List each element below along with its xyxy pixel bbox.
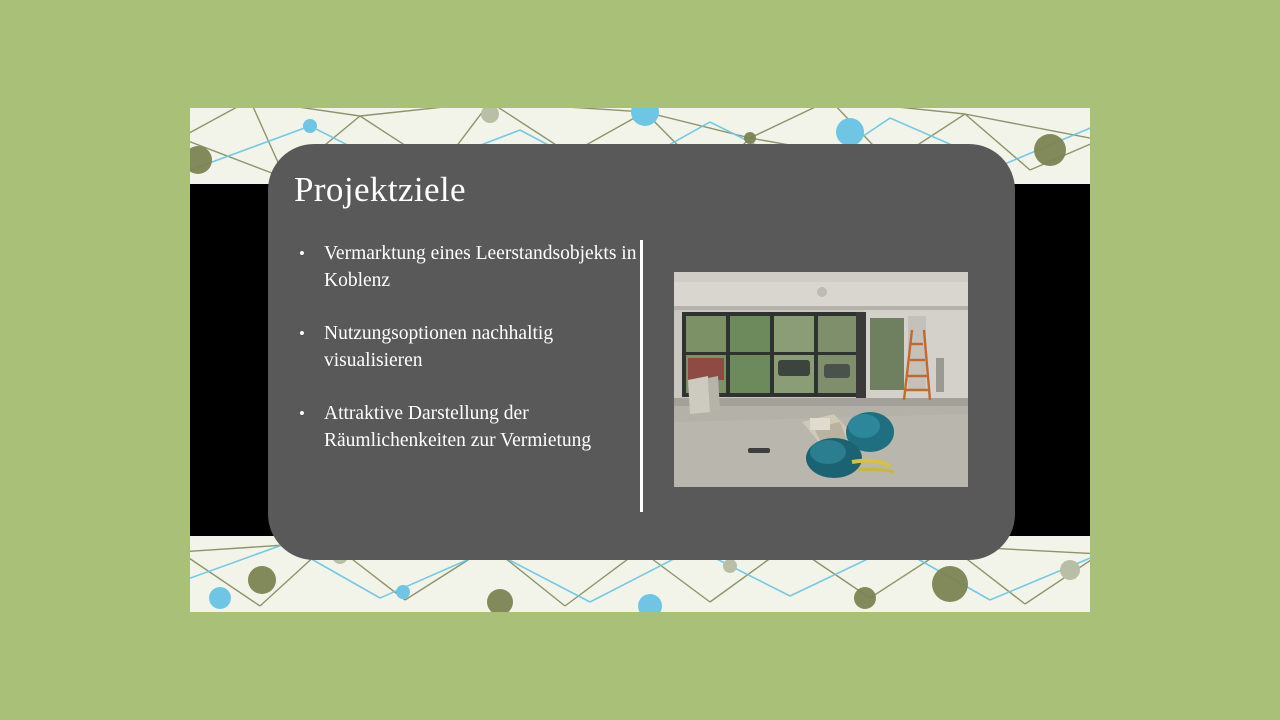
bullet-text: Attraktive Darstellung der Räumlichenkeiten zur Vermietung <box>324 403 592 451</box>
list-item <box>294 320 639 374</box>
bullet-marker-icon: • <box>299 404 305 423</box>
list-item <box>294 240 639 294</box>
bullet-text: Nutzungsoptionen nachhaltig visualisieren <box>324 323 554 371</box>
list-item <box>294 400 639 454</box>
bullet-marker-icon: • <box>299 244 305 263</box>
page-title: Projektziele <box>294 170 466 209</box>
interior-renovation-photo <box>674 272 968 487</box>
bullet-list <box>294 240 639 480</box>
vertical-divider <box>640 240 643 512</box>
bullet-marker-icon: • <box>299 324 305 343</box>
bullet-text: Vermarktung eines Leerstandsobjekts in Koblenz <box>324 243 637 291</box>
content-card <box>268 144 1015 560</box>
